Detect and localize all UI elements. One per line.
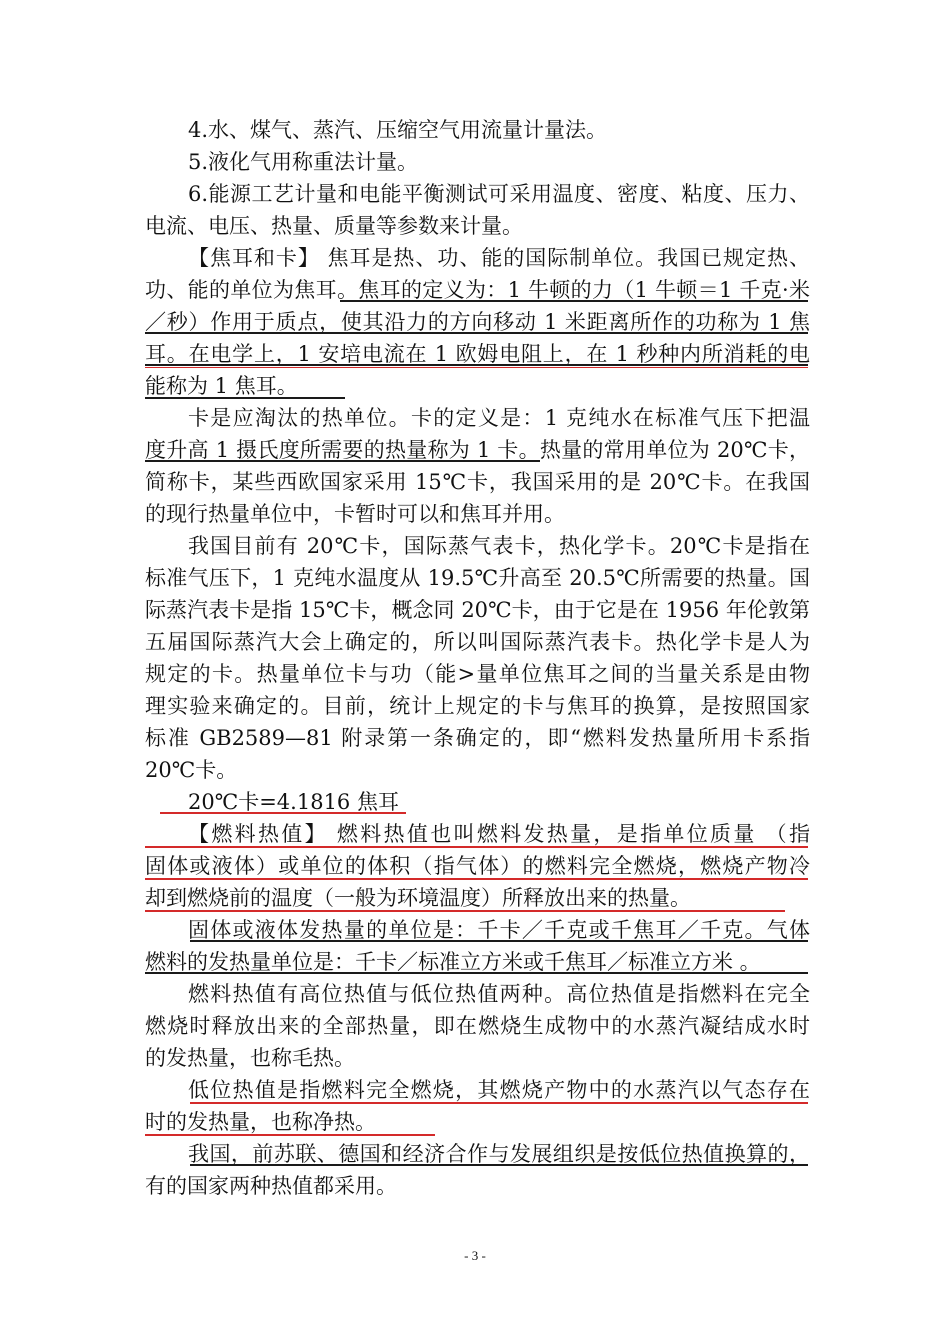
text-line: 燃料的发热量单位是：千卡／标准立方米或千焦耳／标准立方米 。	[145, 950, 761, 974]
text-line: 五届国际蒸汽大会上确定的，所以叫国际蒸汽表卡。热化学卡是人为	[145, 630, 810, 654]
text-line: 【焦耳和卡】 焦耳是热、功、能的国际制单位。我国已规定热、	[188, 246, 810, 270]
text-line: 20℃卡=4.1816 焦耳	[188, 790, 399, 814]
underline-annotation-red	[190, 1102, 808, 1104]
text-line: 理实验来确定的。目前，统计上规定的卡与焦耳的换算，是按照国家	[145, 694, 810, 718]
text-line: 燃料热值有高位热值与低位热值两种。高位热值是指燃料在完全	[188, 982, 810, 1006]
text-line: 电流、电压、热量、质量等参数来计量。	[145, 214, 523, 238]
text-line: 我国，前苏联、德国和经济合作与发展组织是按低位热值换算的，	[188, 1142, 810, 1166]
underline-annotation	[145, 972, 808, 974]
underline-annotation	[190, 1164, 808, 1166]
text-line: 度升高 1 摄氏度所需要的热量称为 1 卡。热量的常用单位为 20℃卡，	[145, 438, 810, 462]
text-line: 燃烧时释放出来的全部热量，即在燃烧生成物中的水蒸汽凝结成水时	[145, 1014, 810, 1038]
underline-annotation-red	[145, 878, 808, 880]
text-line: 的发热量，也称毛热。	[145, 1046, 355, 1070]
underline-annotation	[340, 300, 808, 302]
text-line: 能称为 1 焦耳。	[145, 374, 298, 398]
underline-annotation	[190, 940, 808, 942]
underline-annotation	[145, 397, 345, 399]
page-number: - 3 -	[464, 1248, 486, 1263]
text-line: 耳。在电学上，1 安培电流在 1 欧姆电阻上，在 1 秒种内所消耗的电	[145, 342, 810, 366]
text-line: 简称卡，某些西欧国家采用 15℃卡，我国采用的是 20℃卡。在我国	[145, 470, 810, 494]
text-line: 规定的卡。热量单位卡与功（能>量单位焦耳之间的当量关系是由物	[145, 662, 810, 686]
underline-annotation-red	[145, 910, 785, 912]
text-line: 标准 GB2589—81 附录第一条确定的，即“燃料发热量所用卡系指	[145, 726, 810, 750]
text-line: 际蒸汽表卡是指 15℃卡，概念同 20℃卡，由于它是在 1956 年伦敦第	[145, 598, 810, 622]
text-line: 5.液化气用称重法计量。	[188, 150, 419, 174]
underline-annotation	[145, 364, 808, 366]
text-line: 时的发热量，也称净热。	[145, 1110, 376, 1134]
text-line: 却到燃烧前的温度（一般为环境温度）所释放出来的热量。	[145, 886, 691, 910]
text-line: 的现行热量单位中，卡暂时可以和焦耳并用。	[145, 502, 565, 526]
underline-annotation	[145, 460, 540, 462]
text-line: 4.水、煤气、蒸汽、压缩空气用流量计量法。	[188, 118, 608, 142]
text-line: 低位热值是指燃料完全燃烧，其燃烧产物中的水蒸汽以气态存在	[188, 1078, 810, 1102]
text-line: 我国目前有 20℃卡，国际蒸气表卡，热化学卡。20℃卡是指在	[188, 534, 810, 558]
underline-annotation-red	[145, 846, 808, 848]
text-line: 标准气压下，1 克纯水温度从 19.5℃升高至 20.5℃所需要的热量。国	[145, 566, 810, 590]
underline-annotation-red	[160, 812, 406, 814]
text-line: 20℃卡。	[145, 758, 238, 782]
text-line: 卡是应淘汰的热单位。卡的定义是：1 克纯水在标准气压下把温	[188, 406, 810, 430]
text-line: 有的国家两种热值都采用。	[145, 1174, 397, 1198]
text-line: 6.能源工艺计量和电能平衡测试可采用温度、密度、粘度、压力、	[188, 182, 810, 206]
underline-annotation	[145, 332, 808, 334]
text-line: 【燃料热值】 燃料热值也叫燃料发热量，是指单位质量 （指	[188, 822, 810, 846]
text-line: 功、能的单位为焦耳。焦耳的定义为：1 牛顿的力（1 牛顿＝1 千克·米	[145, 278, 810, 302]
underline-annotation-red	[145, 367, 808, 368]
underline-annotation-red	[145, 1134, 435, 1136]
text-line: 固体或液体发热量的单位是：千卡／千克或千焦耳／千克。气体	[188, 918, 810, 942]
text-line: 固体或液体）或单位的体积（指气体）的燃料完全燃烧，燃烧产物冷	[145, 854, 810, 878]
text-line: ／秒）作用于质点，使其沿力的方向移动 1 米距离所作的功称为 1 焦	[145, 310, 810, 334]
